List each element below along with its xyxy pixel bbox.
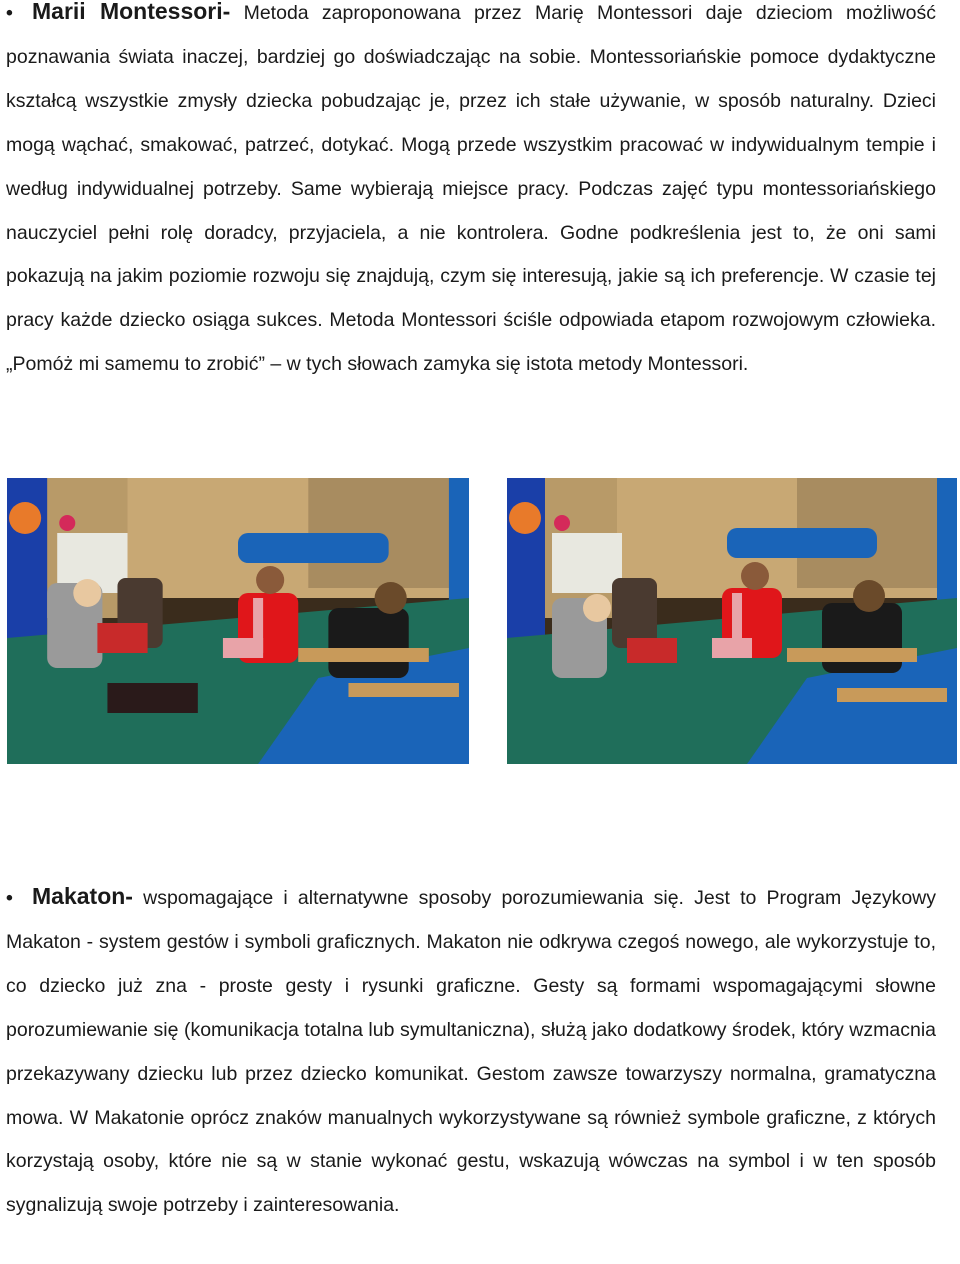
montessori-heading: Marii Montessori- — [32, 0, 231, 24]
montessori-classroom-photo-2 — [507, 478, 957, 764]
makaton-heading: Makaton- — [32, 883, 133, 909]
makaton-paragraph — [6, 875, 936, 1228]
makaton-body: wspomagające i alternatywne sposoby porozumiewania się. Jest to Program Językowy Makaton - system gestów i symboli graficznych. Makaton nie odkrywa czegoś nowego, ale wykorzystuje to, co dziecko już zna - proste gesty i rysunki graficzne. Gesty są formami wspomagającymi słowne porozumiewanie się (komunikacja totalna lub symultaniczna), służą jako dodatkowy środek, który wzmacnia przekazywany dziecku lub przez dziecko komunikat. Gestom zawsze towarzyszy normalna, gramatyczna mowa. W Makatonie oprócz znaków manualnych wykorzystywane są również symbole graficzne, z których korzystają osoby, które nie są w stanie wykonać gestu, wskazują wówczas na symbol i w ten sposób sygnalizują swoje potrzeby i zainteresowania. — [6, 887, 936, 1217]
montessori-paragraph — [6, 0, 936, 387]
montessori-classroom-photo-1 — [7, 478, 469, 764]
montessori-body: Metoda zaproponowana przez Marię Montessori daje dzieciom możliwość poznawania świata inaczej, bardziej go doświadczając na sobie. Montessoriańskie pomoce dydaktyczne kształcą wszystkie zmysły dziecka pobudzając je, przez ich stałe używanie, w sposób naturalny. Dzieci mogą wąchać, smakować, patrzeć, dotykać. Mogą przede wszystkim pracować w indywidualnym tempie i według indywidualnej potrzeby. Same wybierają miejsce pracy. Podczas zajęć typu montessoriańskiego nauczyciel pełni rolę doradcy, przyjaciela, a nie kontrolera. Godne podkreślenia jest to, że oni sami pokazują na jakim poziomie rozwoju się znajdują, czym się interesują, jakie są ich preferencje. W czasie tej pracy każde dziecko osiąga sukces. Metoda Montessori ściśle odpowiada etapom rozwojowym człowieka. „Pomóż mi samemu to zrobić” – w tych słowach zamyka się istota metody Montessori. — [6, 2, 936, 376]
bullet-montessori: • — [6, 2, 13, 24]
bullet-makaton: • — [6, 887, 13, 909]
